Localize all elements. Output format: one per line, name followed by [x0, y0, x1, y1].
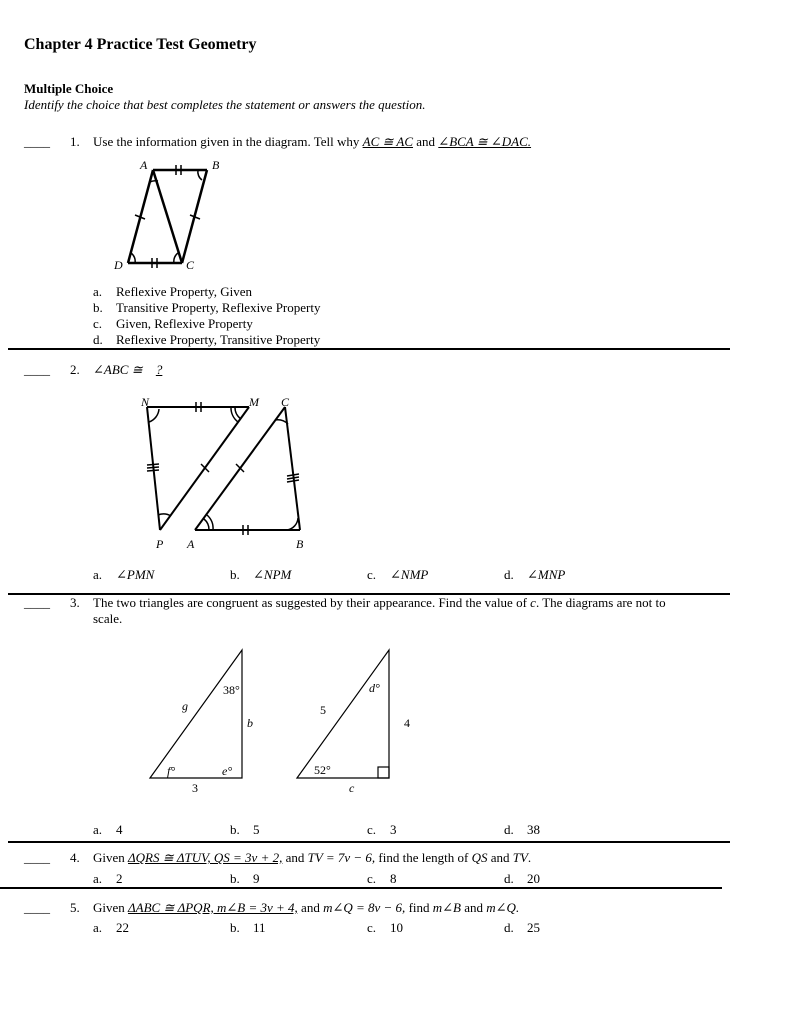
- section-heading: Multiple Choice: [24, 81, 114, 96]
- q5-choice-d[interactable]: d. 25: [504, 920, 540, 935]
- q1-choice-b[interactable]: b. Transitive Property, Reflexive Property: [93, 300, 321, 315]
- q2-stem-blank: ?: [155, 362, 163, 377]
- question-number-2: 2.: [70, 362, 80, 377]
- q2-choice-b[interactable]: b. ∠NPM: [230, 567, 292, 582]
- q2-label-n: N: [141, 395, 150, 409]
- instructions: Identify the choice that best completes the statement or answers the question.: [24, 97, 426, 112]
- question-number-4: 4.: [70, 850, 80, 865]
- q1-choice-c[interactable]: c. Given, Reflexive Property: [93, 316, 253, 331]
- q2-label-p: P: [156, 537, 164, 551]
- q5-choice-c[interactable]: c. 10: [367, 920, 403, 935]
- question-stem-3: The two triangles are congruent as suggested by their appearance. Find the value of c. The diagrams are not to: [93, 595, 666, 610]
- question-number-5: 5.: [70, 900, 80, 915]
- q3-t2-angle: 52°: [314, 763, 331, 777]
- q3-t1-side-b: b: [247, 716, 253, 730]
- question-stem-5: Given ΔABC ≅ ΔPQR, m∠B = 3v + 4, and m∠Q = 8v − 6, find m∠B and m∠Q.: [93, 900, 520, 915]
- q1-label-a: A: [140, 158, 148, 172]
- answer-blank-2[interactable]: ____: [24, 362, 50, 377]
- q1-label-c: C: [186, 258, 195, 272]
- question-stem-1: [93, 134, 531, 150]
- q1-stem-text: Use the information given in the diagram. Tell why: [93, 134, 360, 149]
- q3-t1-top-angle: 38°: [223, 683, 240, 697]
- q3-t2-top-angle: d°: [369, 681, 380, 695]
- q5-choice-a[interactable]: a. 22: [93, 920, 129, 935]
- answer-blank-1[interactable]: ____: [24, 134, 50, 149]
- divider: [8, 348, 730, 350]
- q1-choice-d[interactable]: d. Reflexive Property, Transitive Property: [93, 332, 321, 347]
- divider: [8, 841, 730, 843]
- q2-diagram-triangles: [135, 392, 315, 554]
- answer-blank-4[interactable]: ____: [24, 850, 50, 865]
- q3-t2-hyp: 5: [320, 703, 326, 717]
- q3-t1-base: 3: [192, 781, 198, 795]
- q3-t2-base: c: [349, 781, 355, 795]
- question-stem-3-line2: scale.: [93, 611, 123, 626]
- q1-diagram-parallelogram: [100, 155, 230, 280]
- q2-choice-d[interactable]: d. ∠MNP: [504, 567, 566, 582]
- q1-stem-and: and: [416, 134, 436, 149]
- q3-t1-side-g: g: [182, 699, 188, 713]
- q2-choice-c[interactable]: c. ∠NMP: [367, 567, 429, 582]
- q4-choice-c[interactable]: c. 8: [367, 871, 397, 886]
- q2-label-m: M: [249, 395, 259, 409]
- q3-choice-b[interactable]: b. 5: [230, 822, 260, 837]
- q5-choice-b[interactable]: b. 11: [230, 920, 266, 935]
- q1-label-d: D: [114, 258, 123, 272]
- q1-stem-math-2: ∠BCA ≅ ∠DAC.: [438, 134, 532, 149]
- q4-choice-d[interactable]: d. 20: [504, 871, 540, 886]
- answer-blank-3[interactable]: ____: [24, 595, 50, 610]
- answer-blank-5[interactable]: ____: [24, 900, 50, 915]
- question-stem-2: [93, 362, 172, 378]
- q3-choice-c[interactable]: c. 3: [367, 822, 397, 837]
- q2-stem-math: ∠ABC ≅: [93, 362, 143, 377]
- q1-choice-a[interactable]: a. Reflexive Property, Given: [93, 284, 252, 299]
- divider: [0, 887, 722, 889]
- q2-label-c: C: [281, 395, 290, 409]
- q4-choice-a[interactable]: a. 2: [93, 871, 123, 886]
- q2-label-b: B: [296, 537, 304, 551]
- question-stem-4: Given ΔQRS ≅ ΔTUV, QS = 3v + 2, and TV = 7v − 6, find the length of QS and TV.: [93, 850, 532, 865]
- q3-diagram-triangles: [140, 645, 440, 795]
- question-number-3: 3.: [70, 595, 80, 610]
- q3-t2-side: 4: [404, 716, 410, 730]
- page-title: Chapter 4 Practice Test Geometry: [24, 36, 257, 53]
- q3-choice-d[interactable]: d. 38: [504, 822, 540, 837]
- q1-stem-math-1: AC ≅ AC: [362, 134, 414, 149]
- q4-choice-b[interactable]: b. 9: [230, 871, 260, 886]
- question-number-1: 1.: [70, 134, 80, 149]
- q3-t1-angle-e: e°: [222, 764, 233, 778]
- q1-label-b: B: [212, 158, 220, 172]
- q2-label-a: A: [187, 537, 195, 551]
- q3-t1-angle-f: f°: [167, 764, 176, 778]
- q2-choice-a[interactable]: a. ∠PMN: [93, 567, 155, 582]
- q3-choice-a[interactable]: a. 4: [93, 822, 123, 837]
